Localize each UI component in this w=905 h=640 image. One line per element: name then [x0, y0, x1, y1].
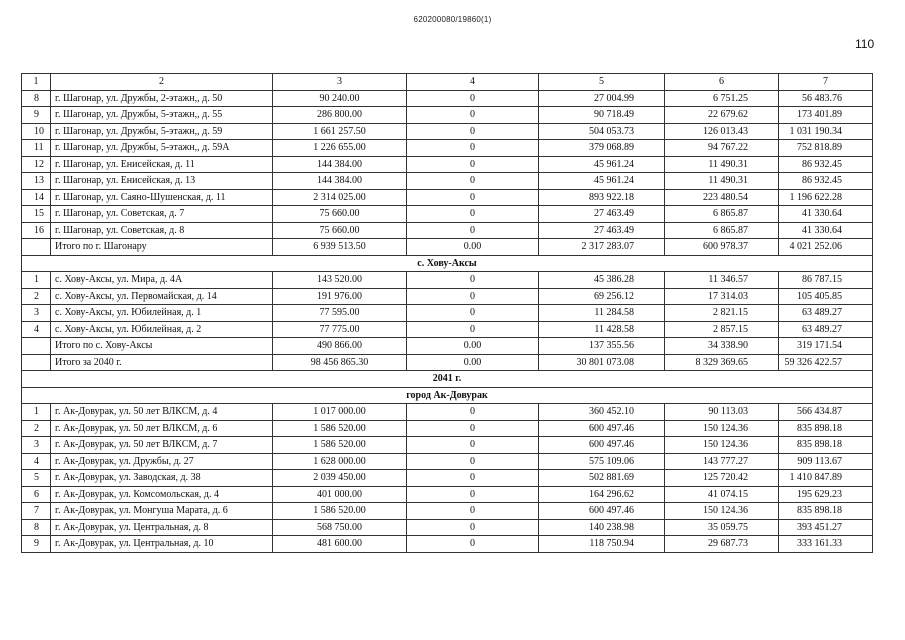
address-cell: г. Ак-Довурак, ул. Дружбы, д. 27 [51, 453, 273, 470]
section-heading [22, 255, 873, 272]
value-cell: 0 [407, 288, 539, 305]
value-cell: 173 401.89 [779, 107, 873, 124]
table-row [22, 206, 873, 223]
row-number: 2 [22, 288, 51, 305]
row-number: 1 [22, 272, 51, 289]
value-cell: 1 031 190.34 [779, 123, 873, 140]
table-row [22, 486, 873, 503]
value-cell: 600 497.46 [539, 503, 665, 520]
address-cell: г. Ак-Довурак, ул. Комсомольская, д. 4 [51, 486, 273, 503]
row-number: 14 [22, 189, 51, 206]
address-cell: с. Хову-Аксы, ул. Первомайская, д. 14 [51, 288, 273, 305]
header-cell: 1 [22, 74, 51, 91]
value-cell: 1 586 520.00 [273, 503, 407, 520]
row-number: 9 [22, 536, 51, 553]
value-cell: 0 [407, 486, 539, 503]
value-cell: 27 004.99 [539, 90, 665, 107]
address-cell: с. Хову-Аксы, ул. Юбилейная, д. 1 [51, 305, 273, 322]
value-cell: 600 497.46 [539, 437, 665, 454]
row-number: 5 [22, 470, 51, 487]
total-label: Итого по с. Хову-Аксы [51, 338, 273, 355]
table-row [22, 437, 873, 454]
value-cell: 140 238.98 [539, 519, 665, 536]
value-cell: 17 314.03 [665, 288, 779, 305]
value-cell: 0 [407, 536, 539, 553]
section-heading-label: город Ак-Довурак [22, 387, 873, 404]
value-cell: 11 428.58 [539, 321, 665, 338]
total-value: 2 317 283.07 [539, 239, 665, 256]
table-row [22, 321, 873, 338]
address-cell: г. Ак-Довурак, ул. 50 лет ВЛКСМ, д. 4 [51, 404, 273, 421]
value-cell: 909 113.67 [779, 453, 873, 470]
header-cell: 2 [51, 74, 273, 91]
value-cell: 2 857.15 [665, 321, 779, 338]
row-number: 3 [22, 305, 51, 322]
header-cell: 5 [539, 74, 665, 91]
value-cell: 125 720.42 [665, 470, 779, 487]
row-number: 10 [22, 123, 51, 140]
table-row [22, 305, 873, 322]
value-cell: 164 296.62 [539, 486, 665, 503]
value-cell: 144 384.00 [273, 156, 407, 173]
value-cell: 2 821.15 [665, 305, 779, 322]
value-cell: 0 [407, 206, 539, 223]
value-cell: 41 330.64 [779, 206, 873, 223]
value-cell: 195 629.23 [779, 486, 873, 503]
value-cell: 835 898.18 [779, 503, 873, 520]
header-cell: 4 [407, 74, 539, 91]
row-number: 4 [22, 453, 51, 470]
value-cell: 41 074.15 [665, 486, 779, 503]
value-cell: 0 [407, 156, 539, 173]
header-cell: 3 [273, 74, 407, 91]
total-value: 490 866.00 [273, 338, 407, 355]
address-cell: г. Шагонар, ул. Дружбы, 5-этажн,, д. 59А [51, 140, 273, 157]
address-cell: г. Шагонар, ул. Дружбы, 5-этажн,, д. 59 [51, 123, 273, 140]
value-cell: 393 451.27 [779, 519, 873, 536]
value-cell: 86 932.45 [779, 156, 873, 173]
value-cell: 0 [407, 453, 539, 470]
value-cell: 63 489.27 [779, 305, 873, 322]
value-cell: 1 586 520.00 [273, 437, 407, 454]
table-row [22, 536, 873, 553]
value-cell: 11 346.57 [665, 272, 779, 289]
value-cell: 1 586 520.00 [273, 420, 407, 437]
address-cell: г. Шагонар, ул. Советская, д. 7 [51, 206, 273, 223]
address-cell: с. Хову-Аксы, ул. Юбилейная, д. 2 [51, 321, 273, 338]
total-value: 6 939 513.50 [273, 239, 407, 256]
value-cell: 0 [407, 272, 539, 289]
total-row [22, 338, 873, 355]
header-cell: 7 [779, 74, 873, 91]
value-cell: 56 483.76 [779, 90, 873, 107]
value-cell: 6 751.25 [665, 90, 779, 107]
value-cell: 105 405.85 [779, 288, 873, 305]
row-number: 9 [22, 107, 51, 124]
value-cell: 191 976.00 [273, 288, 407, 305]
total-value: 0.00 [407, 239, 539, 256]
address-cell: г. Шагонар, ул. Дружбы, 2-этажн,, д. 50 [51, 90, 273, 107]
value-cell: 0 [407, 107, 539, 124]
total-label: Итого за 2040 г. [51, 354, 273, 371]
page-number: 110 [855, 37, 875, 51]
value-cell: 360 452.10 [539, 404, 665, 421]
value-cell: 835 898.18 [779, 420, 873, 437]
row-number: 12 [22, 156, 51, 173]
address-cell: г. Шагонар, ул. Енисейская, д. 11 [51, 156, 273, 173]
value-cell: 379 068.89 [539, 140, 665, 157]
row-number: 11 [22, 140, 51, 157]
value-cell: 90 718.49 [539, 107, 665, 124]
row-number: 7 [22, 503, 51, 520]
value-cell: 502 881.69 [539, 470, 665, 487]
value-cell: 1 017 000.00 [273, 404, 407, 421]
row-number: 1 [22, 404, 51, 421]
address-cell: г. Ак-Довурак, ул. Центральная, д. 10 [51, 536, 273, 553]
value-cell: 27 463.49 [539, 222, 665, 239]
value-cell: 752 818.89 [779, 140, 873, 157]
total-value: 34 338.90 [665, 338, 779, 355]
address-cell: с. Хову-Аксы, ул. Мира, д. 4А [51, 272, 273, 289]
table-row [22, 272, 873, 289]
table-row [22, 288, 873, 305]
value-cell: 45 961.24 [539, 156, 665, 173]
value-cell: 0 [407, 123, 539, 140]
address-cell: г. Ак-Довурак, ул. 50 лет ВЛКСМ, д. 6 [51, 420, 273, 437]
value-cell: 90 113.03 [665, 404, 779, 421]
value-cell: 2 314 025.00 [273, 189, 407, 206]
value-cell: 22 679.62 [665, 107, 779, 124]
value-cell: 63 489.27 [779, 321, 873, 338]
value-cell: 575 109.06 [539, 453, 665, 470]
table-row [22, 189, 873, 206]
value-cell: 0 [407, 420, 539, 437]
section-heading [22, 387, 873, 404]
header-cell: 6 [665, 74, 779, 91]
address-cell: г. Шагонар, ул. Советская, д. 8 [51, 222, 273, 239]
value-cell: 27 463.49 [539, 206, 665, 223]
total-value: 0.00 [407, 354, 539, 371]
value-cell: 75 660.00 [273, 222, 407, 239]
row-number: 2 [22, 420, 51, 437]
table-row [22, 404, 873, 421]
table-row [22, 140, 873, 157]
table-row [22, 156, 873, 173]
value-cell: 0 [407, 321, 539, 338]
address-cell: г. Шагонар, ул. Саяно-Шушенская, д. 11 [51, 189, 273, 206]
value-cell: 29 687.73 [665, 536, 779, 553]
value-cell: 0 [407, 437, 539, 454]
value-cell: 75 660.00 [273, 206, 407, 223]
value-cell: 77 775.00 [273, 321, 407, 338]
value-cell: 11 490.31 [665, 156, 779, 173]
table-row [22, 123, 873, 140]
year-heading [22, 371, 873, 388]
value-cell: 1 410 847.89 [779, 470, 873, 487]
row-number: 8 [22, 90, 51, 107]
value-cell: 600 497.46 [539, 420, 665, 437]
total-value: 98 456 865.30 [273, 354, 407, 371]
table-row [22, 503, 873, 520]
value-cell: 150 124.36 [665, 437, 779, 454]
value-cell: 286 800.00 [273, 107, 407, 124]
value-cell: 35 059.75 [665, 519, 779, 536]
total-value: 4 021 252.06 [779, 239, 873, 256]
row-number: 3 [22, 437, 51, 454]
value-cell: 0 [407, 222, 539, 239]
address-cell: г. Ак-Довурак, ул. Центральная, д. 8 [51, 519, 273, 536]
value-cell: 45 386.28 [539, 272, 665, 289]
table-row [22, 519, 873, 536]
value-cell: 2 039 450.00 [273, 470, 407, 487]
value-cell: 0 [407, 519, 539, 536]
total-label: Итого по г. Шагонару [51, 239, 273, 256]
table-row [22, 470, 873, 487]
value-cell: 143 777.27 [665, 453, 779, 470]
header-row [22, 74, 873, 91]
value-cell: 893 922.18 [539, 189, 665, 206]
table-row [22, 107, 873, 124]
total-value: 59 326 422.57 [779, 354, 873, 371]
total-value: 600 978.37 [665, 239, 779, 256]
total-value: 319 171.54 [779, 338, 873, 355]
section-heading-label: с. Хову-Аксы [22, 255, 873, 272]
total-value: 8 329 369.65 [665, 354, 779, 371]
value-cell: 1 628 000.00 [273, 453, 407, 470]
value-cell: 118 750.94 [539, 536, 665, 553]
table-row [22, 222, 873, 239]
address-cell: г. Шагонар, ул. Енисейская, д. 13 [51, 173, 273, 190]
value-cell: 333 161.33 [779, 536, 873, 553]
value-cell: 0 [407, 189, 539, 206]
table-row [22, 90, 873, 107]
value-cell: 6 865.87 [665, 206, 779, 223]
value-cell: 90 240.00 [273, 90, 407, 107]
total-row [22, 239, 873, 256]
address-cell: г. Ак-Довурак, ул. Заводская, д. 38 [51, 470, 273, 487]
address-cell: г. Ак-Довурак, ул. Монгуша Марата, д. 6 [51, 503, 273, 520]
year-heading-label: 2041 г. [22, 371, 873, 388]
value-cell: 481 600.00 [273, 536, 407, 553]
value-cell: 150 124.36 [665, 420, 779, 437]
value-cell: 45 961.24 [539, 173, 665, 190]
value-cell: 0 [407, 470, 539, 487]
empty-cell [22, 354, 51, 371]
value-cell: 0 [407, 305, 539, 322]
row-number: 6 [22, 486, 51, 503]
total-row [22, 354, 873, 371]
value-cell: 144 384.00 [273, 173, 407, 190]
row-number: 4 [22, 321, 51, 338]
table-row [22, 173, 873, 190]
value-cell: 77 595.00 [273, 305, 407, 322]
value-cell: 504 053.73 [539, 123, 665, 140]
data-table [21, 73, 873, 553]
row-number: 8 [22, 519, 51, 536]
row-number: 16 [22, 222, 51, 239]
value-cell: 566 434.87 [779, 404, 873, 421]
empty-cell [22, 338, 51, 355]
address-cell: г. Ак-Довурак, ул. 50 лет ВЛКСМ, д. 7 [51, 437, 273, 454]
total-value: 0.00 [407, 338, 539, 355]
value-cell: 6 865.87 [665, 222, 779, 239]
value-cell: 0 [407, 503, 539, 520]
total-value: 30 801 073.08 [539, 354, 665, 371]
value-cell: 401 000.00 [273, 486, 407, 503]
value-cell: 0 [407, 90, 539, 107]
value-cell: 1 196 622.28 [779, 189, 873, 206]
empty-cell [22, 239, 51, 256]
document-id: 620200080/19860(1) [413, 15, 492, 24]
value-cell: 86 932.45 [779, 173, 873, 190]
table-row [22, 453, 873, 470]
value-cell: 150 124.36 [665, 503, 779, 520]
value-cell: 1 226 655.00 [273, 140, 407, 157]
value-cell: 0 [407, 173, 539, 190]
table-row [22, 420, 873, 437]
value-cell: 143 520.00 [273, 272, 407, 289]
value-cell: 835 898.18 [779, 437, 873, 454]
value-cell: 126 013.43 [665, 123, 779, 140]
total-value: 137 355.56 [539, 338, 665, 355]
value-cell: 1 661 257.50 [273, 123, 407, 140]
row-number: 15 [22, 206, 51, 223]
value-cell: 223 480.54 [665, 189, 779, 206]
value-cell: 69 256.12 [539, 288, 665, 305]
value-cell: 568 750.00 [273, 519, 407, 536]
value-cell: 0 [407, 404, 539, 421]
row-number: 13 [22, 173, 51, 190]
value-cell: 0 [407, 140, 539, 157]
value-cell: 94 767.22 [665, 140, 779, 157]
value-cell: 11 284.58 [539, 305, 665, 322]
value-cell: 11 490.31 [665, 173, 779, 190]
value-cell: 86 787.15 [779, 272, 873, 289]
value-cell: 41 330.64 [779, 222, 873, 239]
address-cell: г. Шагонар, ул. Дружбы, 5-этажн,, д. 55 [51, 107, 273, 124]
